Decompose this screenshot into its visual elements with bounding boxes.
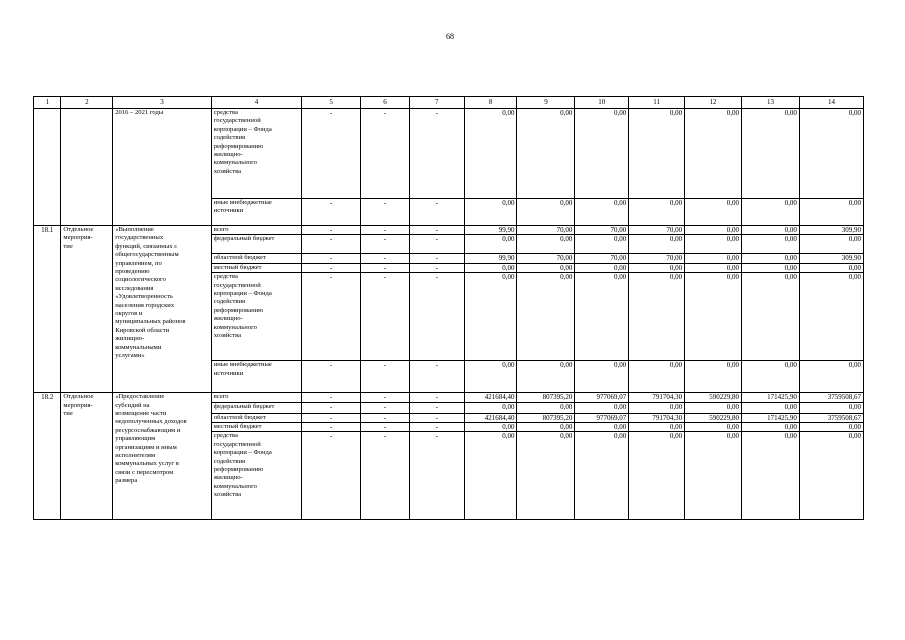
value-cell: 0,00: [629, 423, 685, 432]
value-cell: -: [361, 226, 410, 235]
item-type-cell: Отдельное мероприя- тие: [61, 226, 113, 393]
value-cell: -: [302, 423, 361, 432]
value-cell: 977069,07: [575, 413, 629, 422]
value-cell: 0,00: [464, 423, 517, 432]
column-header: 7: [409, 97, 464, 109]
value-cell: 0,00: [799, 273, 863, 361]
value-cell: -: [302, 402, 361, 413]
value-cell: 0,00: [464, 199, 517, 226]
value-cell: 3759508,67: [799, 413, 863, 422]
table-row: [34, 226, 864, 235]
table-row: [34, 393, 864, 402]
description-cell: «Предоставление субсидий на возмещение части недополученных доходов ресурсоснабжающим и управляющим организациям и иным исполнителям коммунальных услуг в связи с пересмотром размера: [113, 393, 212, 520]
funding-source-cell: средства государственной корпорации – Фонда содействия реформированию жилищно- коммунального хозяйства: [211, 273, 301, 361]
value-cell: 807395,20: [517, 413, 575, 422]
value-cell: 0,00: [575, 432, 629, 520]
item-type-cell: Отдельное мероприя- тие: [61, 393, 113, 520]
value-cell: 0,00: [685, 235, 742, 254]
value-cell: 0,00: [799, 263, 863, 272]
value-cell: -: [302, 226, 361, 235]
value-cell: 0,00: [575, 199, 629, 226]
funding-source-cell: иные внебюджетные источники: [211, 361, 301, 393]
value-cell: -: [409, 413, 464, 422]
value-cell: -: [409, 393, 464, 402]
value-cell: -: [302, 273, 361, 361]
value-cell: -: [361, 413, 410, 422]
value-cell: 0,00: [464, 263, 517, 272]
value-cell: -: [361, 199, 410, 226]
value-cell: -: [409, 263, 464, 272]
value-cell: -: [361, 423, 410, 432]
value-cell: 0,00: [685, 263, 742, 272]
funding-source-cell: иные внебюджетные источники: [211, 199, 301, 226]
value-cell: 70,00: [575, 226, 629, 235]
value-cell: 0,00: [799, 432, 863, 520]
value-cell: 0,00: [575, 423, 629, 432]
value-cell: 171425,90: [741, 413, 799, 422]
value-cell: 0,00: [464, 432, 517, 520]
funding-source-cell: средства государственной корпорации – Фонда содействия реформированию жилищно- коммунального хозяйства: [211, 109, 301, 199]
value-cell: 309,90: [799, 254, 863, 263]
value-cell: 0,00: [517, 402, 575, 413]
item-number-cell: 18.2: [34, 393, 61, 520]
value-cell: 0,00: [741, 109, 799, 199]
column-header: 10: [575, 97, 629, 109]
value-cell: 0,00: [685, 109, 742, 199]
value-cell: -: [302, 432, 361, 520]
value-cell: 0,00: [575, 263, 629, 272]
value-cell: 70,00: [629, 254, 685, 263]
value-cell: 0,00: [517, 109, 575, 199]
value-cell: 0,00: [517, 423, 575, 432]
column-header: 13: [741, 97, 799, 109]
budget-table: [33, 96, 864, 520]
value-cell: -: [409, 432, 464, 520]
value-cell: 590229,80: [685, 413, 742, 422]
column-header: 9: [517, 97, 575, 109]
description-cell: «Выполнение государственных функций, связанных с общегосударственным управлением, по проведению социологического исследования «Удовлетворенность населения городских округов и муниципальных районов Кировской области жилищно- коммунальными услугами»: [113, 226, 212, 393]
value-cell: 0,00: [799, 109, 863, 199]
value-cell: 807395,20: [517, 393, 575, 402]
value-cell: 0,00: [741, 263, 799, 272]
value-cell: 0,00: [464, 273, 517, 361]
value-cell: 791704,30: [629, 393, 685, 402]
value-cell: 0,00: [741, 235, 799, 254]
table-body: [34, 97, 864, 520]
column-header: 2: [61, 97, 113, 109]
value-cell: 0,00: [741, 423, 799, 432]
value-cell: 171425,90: [741, 393, 799, 402]
funding-source-cell: всего: [211, 226, 301, 235]
column-header: 14: [799, 97, 863, 109]
value-cell: 0,00: [685, 402, 742, 413]
value-cell: 0,00: [517, 263, 575, 272]
funding-source-cell: всего: [211, 393, 301, 402]
value-cell: 0,00: [741, 273, 799, 361]
value-cell: -: [409, 254, 464, 263]
header-row: [34, 97, 864, 109]
value-cell: -: [361, 361, 410, 393]
value-cell: 0,00: [741, 254, 799, 263]
value-cell: -: [361, 254, 410, 263]
funding-source-cell: областной бюджет: [211, 413, 301, 422]
value-cell: -: [361, 402, 410, 413]
table-row: [34, 109, 864, 199]
value-cell: 0,00: [685, 273, 742, 361]
value-cell: 0,00: [799, 402, 863, 413]
value-cell: 0,00: [517, 273, 575, 361]
page-number: 68: [446, 32, 454, 41]
value-cell: 0,00: [741, 199, 799, 226]
value-cell: 0,00: [799, 423, 863, 432]
value-cell: -: [361, 432, 410, 520]
value-cell: 0,00: [629, 361, 685, 393]
value-cell: 0,00: [629, 402, 685, 413]
value-cell: 0,00: [799, 361, 863, 393]
value-cell: -: [302, 199, 361, 226]
value-cell: 0,00: [629, 432, 685, 520]
value-cell: -: [302, 393, 361, 402]
value-cell: -: [409, 423, 464, 432]
value-cell: 0,00: [517, 235, 575, 254]
value-cell: 0,00: [575, 273, 629, 361]
funding-source-cell: местный бюджет: [211, 263, 301, 272]
value-cell: -: [361, 263, 410, 272]
value-cell: 70,00: [629, 226, 685, 235]
value-cell: -: [361, 109, 410, 199]
value-cell: 0,00: [685, 361, 742, 393]
value-cell: 70,00: [517, 226, 575, 235]
value-cell: -: [302, 254, 361, 263]
value-cell: 99,90: [464, 226, 517, 235]
value-cell: -: [409, 402, 464, 413]
value-cell: 0,00: [629, 199, 685, 226]
value-cell: 590229,80: [685, 393, 742, 402]
value-cell: 0,00: [464, 235, 517, 254]
value-cell: -: [361, 235, 410, 254]
value-cell: 309,90: [799, 226, 863, 235]
value-cell: 0,00: [464, 109, 517, 199]
value-cell: 791704,30: [629, 413, 685, 422]
value-cell: 0,00: [685, 254, 742, 263]
value-cell: -: [361, 273, 410, 361]
funding-source-cell: федеральный бюджет: [211, 235, 301, 254]
value-cell: 0,00: [741, 361, 799, 393]
value-cell: 0,00: [464, 361, 517, 393]
item-number-cell: 18.1: [34, 226, 61, 393]
value-cell: -: [361, 393, 410, 402]
funding-source-cell: федеральный бюджет: [211, 402, 301, 413]
column-header: 3: [113, 97, 212, 109]
value-cell: -: [302, 235, 361, 254]
value-cell: 0,00: [575, 235, 629, 254]
value-cell: 70,00: [517, 254, 575, 263]
value-cell: 0,00: [685, 226, 742, 235]
value-cell: 0,00: [575, 109, 629, 199]
value-cell: 421684,40: [464, 413, 517, 422]
value-cell: 0,00: [799, 235, 863, 254]
value-cell: 0,00: [629, 109, 685, 199]
value-cell: 421684,40: [464, 393, 517, 402]
value-cell: 0,00: [629, 273, 685, 361]
value-cell: 0,00: [799, 199, 863, 226]
value-cell: -: [302, 413, 361, 422]
value-cell: -: [302, 263, 361, 272]
value-cell: -: [302, 109, 361, 199]
value-cell: 0,00: [685, 423, 742, 432]
value-cell: -: [302, 361, 361, 393]
value-cell: 0,00: [517, 432, 575, 520]
funding-source-cell: средства государственной корпорации – Фонда содействия реформированию жилищно- коммунального хозяйства: [211, 432, 301, 520]
funding-source-cell: областной бюджет: [211, 254, 301, 263]
value-cell: 0,00: [741, 226, 799, 235]
value-cell: 0,00: [629, 263, 685, 272]
value-cell: 0,00: [517, 361, 575, 393]
value-cell: -: [409, 226, 464, 235]
value-cell: 0,00: [629, 235, 685, 254]
value-cell: -: [409, 235, 464, 254]
value-cell: 99,90: [464, 254, 517, 263]
funding-source-cell: местный бюджет: [211, 423, 301, 432]
description-cell: 2016 – 2021 годы: [113, 109, 212, 226]
column-header: 5: [302, 97, 361, 109]
value-cell: -: [409, 273, 464, 361]
value-cell: 0,00: [575, 361, 629, 393]
column-header: 8: [464, 97, 517, 109]
value-cell: 0,00: [685, 199, 742, 226]
column-header: 6: [361, 97, 410, 109]
column-header: 4: [211, 97, 301, 109]
value-cell: -: [409, 109, 464, 199]
value-cell: 0,00: [685, 432, 742, 520]
value-cell: 3759508,67: [799, 393, 863, 402]
value-cell: -: [409, 361, 464, 393]
value-cell: 977069,07: [575, 393, 629, 402]
column-header: 12: [685, 97, 742, 109]
value-cell: 0,00: [741, 432, 799, 520]
column-header: 1: [34, 97, 61, 109]
item-type-cell: [61, 109, 113, 226]
value-cell: 0,00: [741, 402, 799, 413]
item-number-cell: [34, 109, 61, 226]
value-cell: 70,00: [575, 254, 629, 263]
column-header: 11: [629, 97, 685, 109]
value-cell: 0,00: [464, 402, 517, 413]
value-cell: -: [409, 199, 464, 226]
value-cell: 0,00: [517, 199, 575, 226]
value-cell: 0,00: [575, 402, 629, 413]
